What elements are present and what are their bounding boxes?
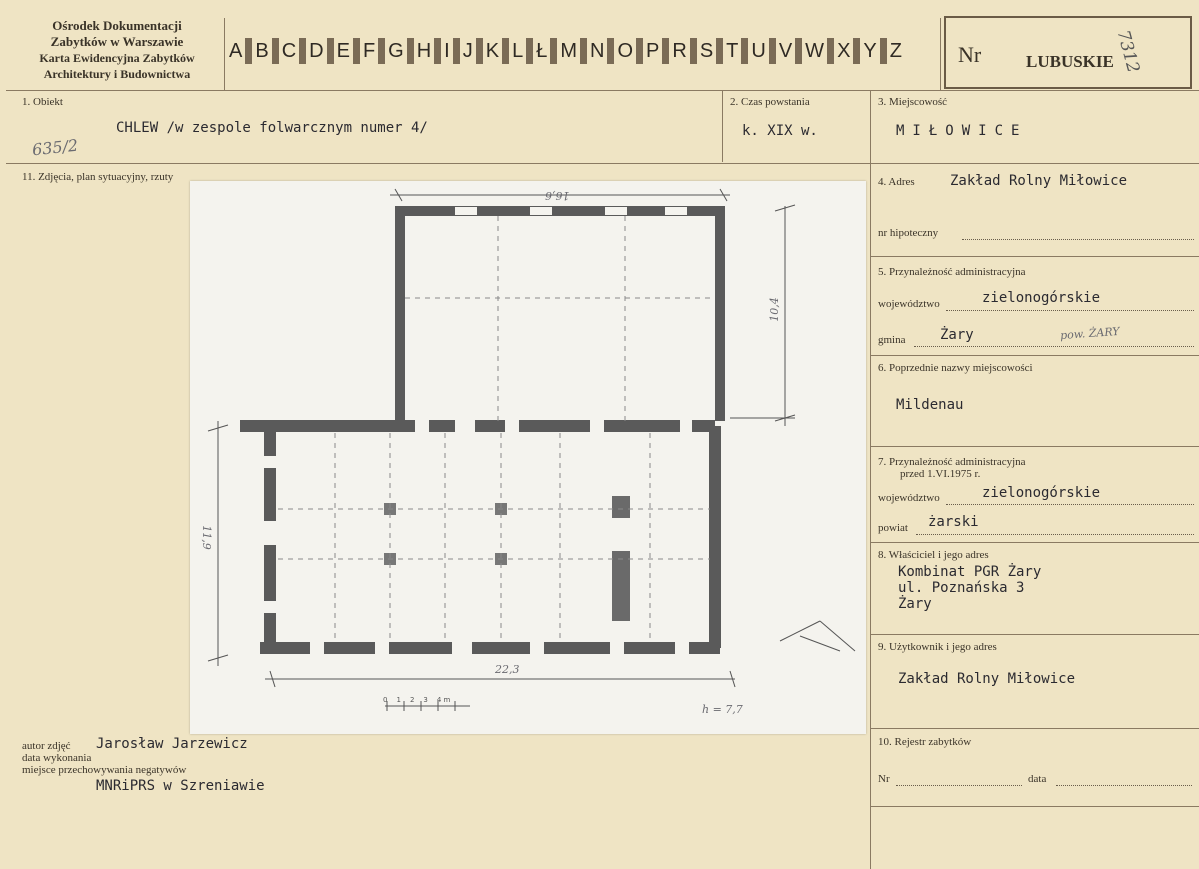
nr-box (944, 16, 1192, 89)
przynaleznosc-label: 5. Przynależność administracyjna (878, 266, 1026, 278)
woj75-value: zielonogórskie (982, 485, 1101, 501)
letter-separator (476, 38, 483, 64)
scale-label-3: 3 (423, 696, 428, 704)
adres-label: 4. Adres (878, 176, 915, 188)
rejestr-label: 10. Rejestr zabytków (878, 736, 972, 748)
gmina-value: Żary (940, 327, 974, 343)
scale-label-0: 0 (383, 696, 388, 704)
height-note: h = 7,7 (702, 703, 743, 716)
index-letter: E (336, 39, 350, 62)
letter-separator (607, 38, 614, 64)
floor-plan-drawing (190, 181, 866, 734)
woj75-label: województwo (878, 492, 940, 504)
scale-label-1: 1 (396, 696, 401, 704)
index-letter: R (672, 39, 687, 62)
autor-value: Jarosław Jarzewicz (96, 736, 248, 752)
scale-label-2: 2 (409, 696, 415, 704)
index-letter: A (229, 39, 243, 62)
obiekt-hand-ref: 635/2 (31, 135, 79, 160)
index-letter: C (281, 39, 297, 62)
letter-separator (580, 38, 587, 64)
scale-bar-labels (383, 696, 450, 704)
miejscowosc-label: 3. Miejscowość (878, 96, 948, 108)
czas-value: k. XIX w. (742, 123, 818, 139)
letter-separator (769, 38, 776, 64)
institution-line-3: Karta Ewidencyjna Zabytków (39, 51, 195, 65)
institution-line-4: Architektury i Budownictwa (43, 67, 191, 81)
letter-separator (378, 38, 385, 64)
zdjecia-label: 11. Zdjęcia, plan sytuacyjny, rzuty (22, 171, 174, 183)
card-hand-number: 7312 (1112, 28, 1144, 75)
adres-value: Zakład Rolny Miłowice (950, 173, 1128, 189)
index-letter: W (805, 39, 825, 62)
poprzednie-label: 6. Poprzednie nazwy miejscowości (878, 362, 1033, 374)
region-name: LUBUSKIE (1026, 52, 1114, 71)
index-letter: J (462, 39, 473, 62)
woj-value: zielonogórskie (982, 290, 1101, 306)
index-letter: X (837, 39, 851, 62)
powiat-label: powiat (878, 522, 908, 534)
index-letter: S (699, 39, 714, 62)
index-letter: F (362, 39, 376, 62)
letter-separator (550, 38, 557, 64)
miejsce-value: MNRiPRS w Szreniawie (96, 778, 265, 794)
letter-separator (327, 38, 334, 64)
letter-separator (434, 38, 441, 64)
index-letter: B (255, 39, 269, 62)
letter-separator (502, 38, 509, 64)
scale-label-4: 4 m (436, 696, 451, 704)
index-letter: I (444, 39, 450, 62)
upper-block-walls (400, 211, 720, 421)
index-letter: O (617, 39, 634, 62)
dim-left-label: 11,9 (199, 525, 213, 550)
index-letter: Ł (536, 39, 548, 62)
index-letter: Z (889, 39, 902, 62)
letter-separator (741, 38, 748, 64)
gmina-label: gmina (878, 334, 906, 346)
institution-line-1: Ośrodek Dokumentacji (52, 18, 182, 33)
letter-separator (795, 38, 802, 64)
wlasciciel-line-1: Kombinat PGR Żary (898, 564, 1042, 580)
przed1975-label-1: 7. Przynależność administracyjna (878, 456, 1026, 468)
nr-label: Nr (958, 42, 982, 67)
obiekt-value: CHLEW /w zespole folwarcznym numer 4/ (116, 120, 428, 136)
index-letter: P (646, 39, 660, 62)
woj-label: województwo (878, 298, 940, 310)
index-letter: V (778, 39, 793, 62)
obiekt-label: 1. Obiekt (22, 96, 63, 108)
uzytkownik-label: 9. Użytkownik i jego adres (878, 641, 997, 653)
lower-block-walls (240, 426, 720, 648)
uzytkownik-value: Zakład Rolny Miłowice (898, 671, 1076, 687)
hipoteczny-label: nr hipoteczny (878, 227, 939, 239)
letter-separator (526, 38, 533, 64)
index-letter: U (751, 39, 766, 62)
gmina-hand-note: pow. ŻARY (1059, 324, 1120, 343)
letter-separator (636, 38, 643, 64)
letter-separator (272, 38, 279, 64)
rejestr-nr-label: Nr (878, 773, 890, 785)
miejscowosc-value: MIŁOWICE (896, 123, 1028, 139)
wlasciciel-label: 8. Właściciel i jego adres (878, 549, 989, 561)
letter-separator (880, 38, 887, 64)
dim-right-label: 10,4 (767, 297, 781, 322)
index-letter: M (560, 39, 577, 62)
powiat-value: żarski (928, 514, 979, 530)
data-wykonania-label: data wykonania (22, 752, 92, 764)
institution-block (22, 18, 212, 82)
dim-bottom-label: 22,3 (495, 663, 520, 676)
poprzednie-value: Mildenau (896, 397, 964, 413)
autor-label: autor zdjęć (22, 740, 71, 752)
rejestr-data-label: data (1028, 773, 1047, 785)
letter-separator (245, 38, 252, 64)
letter-separator (827, 38, 834, 64)
miejsce-label: miejsce przechowywania negatywów (22, 764, 187, 776)
index-letter: D (309, 39, 324, 62)
dim-top-label: 16,6 (545, 189, 570, 202)
przed1975-label-2: przed 1.VI.1975 r. (900, 468, 981, 480)
floor-plan-photo (190, 181, 866, 734)
letter-separator (353, 38, 360, 64)
letter-separator (690, 38, 697, 64)
index-letter: T (726, 39, 739, 62)
index-letter: L (512, 39, 524, 62)
alphabet-index (226, 36, 905, 66)
index-letter: N (590, 39, 605, 62)
czas-label: 2. Czas powstania (730, 96, 810, 108)
letter-separator (299, 38, 306, 64)
letter-separator (453, 38, 460, 64)
index-letter: Y (863, 39, 877, 62)
index-letter: H (416, 39, 432, 62)
wlasciciel-line-3: Żary (898, 596, 932, 612)
institution-line-2: Zabytków w Warszawie (50, 34, 184, 49)
letter-separator (716, 38, 723, 64)
index-letter: G (388, 39, 404, 62)
wlasciciel-line-2: ul. Poznańska 3 (898, 580, 1025, 596)
index-letter: K (485, 39, 500, 62)
letter-separator (662, 38, 669, 64)
letter-separator (407, 38, 414, 64)
letter-separator (853, 38, 860, 64)
